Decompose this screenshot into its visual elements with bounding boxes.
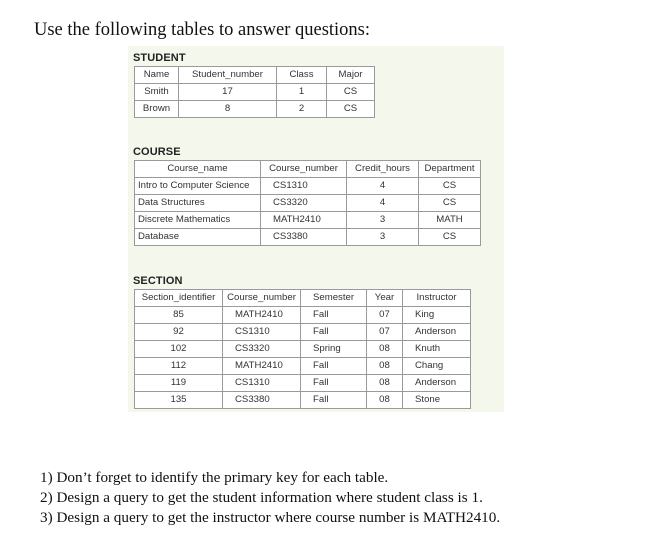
section-table-title: SECTION [133,275,183,287]
table-cell: CS1310 [223,375,301,392]
table-cell: Brown [135,101,179,118]
table-cell: Anderson [403,375,471,392]
table-cell: 112 [135,358,223,375]
table-cell: Fall [301,375,367,392]
table-cell: Anderson [403,324,471,341]
section-col-course-number: Course_number [223,290,301,307]
table-row [135,84,375,101]
table-cell: CS [327,84,375,101]
table-cell: 1 [277,84,327,101]
table-cell: 08 [367,375,403,392]
table-cell: Fall [301,324,367,341]
student-table [134,66,375,118]
table-row [135,178,481,195]
table-row [135,324,471,341]
table-cell: Discrete Mathematics [135,212,261,229]
table-row [135,101,375,118]
table-cell: CS3320 [261,195,347,212]
table-cell: 07 [367,307,403,324]
student-col-class: Class [277,67,327,84]
course-col-credit-hours: Credit_hours [347,161,419,178]
table-cell: Intro to Computer Science [135,178,261,195]
section-col-semester: Semester [301,290,367,307]
table-cell: 3 [347,229,419,246]
question-1: 1) Don’t forget to identify the primary key for each table. [40,469,389,486]
table-row [135,212,481,229]
table-cell: CS1310 [223,324,301,341]
question-3: 3) Design a query to get the instructor where course number is MATH2410. [40,509,501,526]
table-cell: Knuth [403,341,471,358]
table-cell: 08 [367,341,403,358]
table-cell: CS3380 [261,229,347,246]
table-cell: MATH2410 [261,212,347,229]
course-table [134,160,481,246]
course-header-row [135,161,481,178]
section-col-instructor: Instructor [403,290,471,307]
student-col-student-number: Student_number [179,67,277,84]
table-cell: CS3320 [223,341,301,358]
table-cell: 2 [277,101,327,118]
table-cell: CS [419,178,481,195]
table-cell: 07 [367,324,403,341]
section-table [134,289,471,409]
table-cell: Fall [301,307,367,324]
table-cell: MATH [419,212,481,229]
questions-list [40,468,500,528]
table-cell: CS1310 [261,178,347,195]
table-cell: 119 [135,375,223,392]
section-header-row [135,290,471,307]
table-row [135,229,481,246]
table-cell: CS [419,229,481,246]
student-col-major: Major [327,67,375,84]
intro-heading: Use the following tables to answer questions: [34,20,371,40]
table-cell: 4 [347,195,419,212]
table-cell: Data Structures [135,195,261,212]
table-cell: Fall [301,392,367,409]
table-row [135,358,471,375]
table-cell: Smith [135,84,179,101]
table-cell: 135 [135,392,223,409]
table-cell: MATH2410 [223,307,301,324]
table-cell: 17 [179,84,277,101]
course-col-department: Department [419,161,481,178]
table-cell: Stone [403,392,471,409]
table-cell: Spring [301,341,367,358]
table-cell: 08 [367,358,403,375]
table-cell: 08 [367,392,403,409]
table-row [135,195,481,212]
course-table-title: COURSE [133,146,181,158]
table-cell: 102 [135,341,223,358]
table-cell: MATH2410 [223,358,301,375]
table-row [135,307,471,324]
course-col-course-name: Course_name [135,161,261,178]
table-cell: Chang [403,358,471,375]
course-col-course-number: Course_number [261,161,347,178]
section-col-section-identifier: Section_identifier [135,290,223,307]
table-cell: CS3380 [223,392,301,409]
table-cell: 8 [179,101,277,118]
student-header-row [135,67,375,84]
table-cell: 4 [347,178,419,195]
section-col-year: Year [367,290,403,307]
table-cell: CS [327,101,375,118]
table-cell: Fall [301,358,367,375]
student-col-name: Name [135,67,179,84]
table-cell: CS [419,195,481,212]
table-row [135,375,471,392]
tables-figure [128,46,504,412]
student-table-title: STUDENT [133,52,186,64]
table-row [135,341,471,358]
table-cell: 92 [135,324,223,341]
table-cell: 85 [135,307,223,324]
question-2: 2) Design a query to get the student information where student class is 1. [40,489,483,506]
table-row [135,392,471,409]
table-cell: 3 [347,212,419,229]
table-cell: King [403,307,471,324]
table-cell: Database [135,229,261,246]
